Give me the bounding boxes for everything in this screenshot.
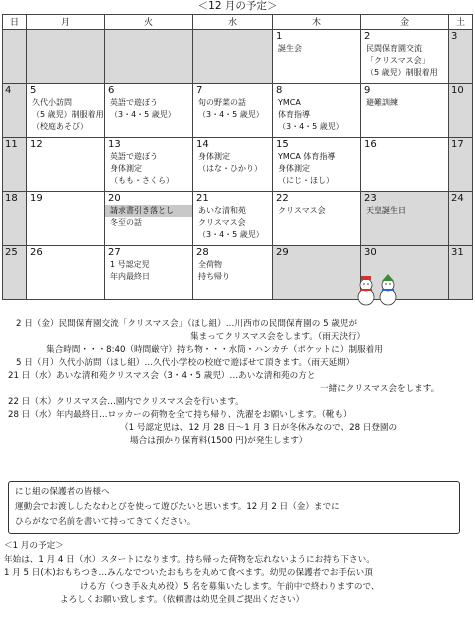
day-number: 4 xyxy=(5,85,12,96)
day-event: 旬の野菜の話 xyxy=(198,98,246,107)
calendar-day-cell xyxy=(3,246,27,300)
snowman-illustration xyxy=(352,273,402,307)
day-event: （校庭あそび） xyxy=(32,122,88,131)
calendar-day-cell xyxy=(27,138,105,192)
notice-box xyxy=(8,481,460,534)
day-number: 14 xyxy=(196,139,209,150)
day-number: 24 xyxy=(451,193,464,204)
calendar-day-cell xyxy=(193,30,273,84)
january-line: 年始は、1 月 4 日（水）スタートになります。持ち帰った荷物を忘れないようにお持ち下さい。 xyxy=(4,554,375,565)
calendar-day-cell xyxy=(273,192,361,246)
january-heading: ＜1 月の予定＞ xyxy=(4,541,64,551)
weekday-header-row xyxy=(3,15,473,30)
day-number: 22 xyxy=(276,193,289,204)
calendar-day-cell xyxy=(449,192,473,246)
day-event: （はな・ひかり） xyxy=(198,164,262,173)
note-line: 集合時間・・・8:40（時間厳守）持ち物・・・水筒・ハンカチ（ポケットに）制服着用 xyxy=(46,345,383,355)
day-number: 17 xyxy=(451,139,464,150)
calendar-day-cell xyxy=(3,30,27,84)
day-number: 19 xyxy=(30,193,43,204)
weekday-wed: 水 xyxy=(193,15,273,30)
notice-line: 運動会でお渡ししたなわとびを使って遊びたいと思います。12 月 2 日（金）までに xyxy=(15,502,340,512)
note-line: 一緒にクリスマス会をします。 xyxy=(320,384,440,394)
day-event: YMCA 体育指導 xyxy=(278,152,336,161)
day-event: あいな清和苑 xyxy=(198,206,246,215)
calendar-day-cell xyxy=(27,30,105,84)
calendar-table xyxy=(2,14,473,300)
day-number: 20 xyxy=(108,193,121,204)
january-line: 1 月 5 日(木)おもちつき…みんなでついたおもちを丸めて食べます。幼児の保護者でお手伝い頂 xyxy=(4,568,373,578)
note-line: 5 日（月）久代小訪問（ほし組）…久代小学校の校庭で遊ばせて頂きます。（雨天延期） xyxy=(16,358,355,368)
day-number: 5 xyxy=(30,85,37,96)
day-number: 3 xyxy=(451,31,458,42)
day-event: （にじ・ほし） xyxy=(278,176,334,185)
day-event: YMCA xyxy=(278,98,301,107)
january-schedule xyxy=(0,540,475,608)
calendar-day-cell xyxy=(449,84,473,138)
calendar-day-cell xyxy=(27,192,105,246)
calendar-week-row xyxy=(3,30,473,84)
note-line: 場合は預かり保育料(1500 円)が発生します） xyxy=(130,436,308,446)
note-line: 2 日（金）民間保育園交流「クリスマス会」（ほし組）…川西市の民間保育園の 5 歳児が xyxy=(16,319,358,329)
calendar-day-cell xyxy=(3,84,27,138)
weekday-fri: 金 xyxy=(361,15,449,30)
calendar-day-cell xyxy=(361,138,449,192)
calendar-day-cell xyxy=(449,30,473,84)
day-event: 民間保育園交流 xyxy=(366,44,422,53)
day-number: 21 xyxy=(196,193,209,204)
calendar-day-cell xyxy=(105,30,193,84)
day-event: クリスマス会 xyxy=(198,218,246,227)
calendar-day-cell xyxy=(27,84,105,138)
calendar-day-cell xyxy=(361,30,449,84)
day-event: 請求書引き落とし xyxy=(105,205,192,217)
day-number: 13 xyxy=(108,139,121,150)
note-line: （1 号認定児は、12 月 28 日〜1 月 3 日が冬休みなので、28 日登園の xyxy=(120,423,398,433)
calendar-day-cell xyxy=(105,84,193,138)
day-event: 身体測定 xyxy=(110,164,142,173)
calendar-day-cell xyxy=(105,246,193,300)
day-event: 誕生会 xyxy=(278,44,302,53)
calendar-day-cell xyxy=(449,138,473,192)
day-event: （3・4・5 歳児） xyxy=(198,230,264,239)
calendar-day-cell xyxy=(273,30,361,84)
calendar-day-cell xyxy=(3,192,27,246)
calendar-week-row xyxy=(3,246,473,300)
day-event: 英語で遊ぼう xyxy=(110,98,158,107)
day-number: 16 xyxy=(364,139,377,150)
day-number: 29 xyxy=(276,247,289,258)
day-number: 11 xyxy=(5,139,18,150)
day-event: （3・4・5 歳児） xyxy=(278,122,344,131)
day-number: 6 xyxy=(108,85,115,96)
calendar-day-cell xyxy=(361,192,449,246)
january-line: よろしくお願い致します。（依頼書は幼児全員ご提出ください） xyxy=(60,595,305,605)
day-number: 9 xyxy=(364,85,371,96)
day-event: 英語で遊ぼう xyxy=(110,152,158,161)
calendar-day-cell xyxy=(193,192,273,246)
calendar-day-cell xyxy=(105,138,193,192)
day-number: 2 xyxy=(364,31,371,42)
weekday-mon: 月 xyxy=(27,15,105,30)
calendar-day-cell xyxy=(193,138,273,192)
day-number: 23 xyxy=(364,193,377,204)
note-line: 22 日（木）クリスマス会…園内でクリスマス会を行います。 xyxy=(8,397,244,407)
weekday-tue: 火 xyxy=(105,15,193,30)
day-number: 7 xyxy=(196,85,203,96)
calendar-day-cell xyxy=(105,192,193,246)
calendar-body xyxy=(3,30,473,300)
note-line: 集まってクリスマス会をします。（雨天決行） xyxy=(190,332,366,342)
day-number: 1 xyxy=(276,31,283,42)
day-event: 久代小訪問 xyxy=(32,98,72,107)
weekday-sat: 土 xyxy=(449,15,473,30)
day-number: 12 xyxy=(30,139,43,150)
day-event: クリスマス会 xyxy=(278,206,326,215)
notice-heading: にじ組の保護者の皆様へ xyxy=(15,487,110,497)
day-event: 持ち帰り xyxy=(198,272,230,281)
calendar-day-cell xyxy=(193,84,273,138)
day-event: （3・4・5 歳児） xyxy=(110,110,176,119)
day-number: 31 xyxy=(451,247,464,258)
day-number: 28 xyxy=(196,247,209,258)
weekday-sun: 日 xyxy=(3,15,27,30)
day-event: （もも・さくら） xyxy=(110,176,174,185)
day-number: 27 xyxy=(108,247,121,258)
note-line: 28 日（水）年内最終日…ロッカーの荷物を全て持ち帰り、洗濯をお願いします。（靴も） xyxy=(8,410,352,420)
calendar-week-row xyxy=(3,84,473,138)
calendar-day-cell xyxy=(193,246,273,300)
day-event: 年内最終日 xyxy=(110,272,150,281)
calendar-day-cell xyxy=(361,84,449,138)
weekday-thu: 木 xyxy=(273,15,361,30)
calendar-day-cell xyxy=(449,246,473,300)
day-event: 天皇誕生日 xyxy=(366,206,406,215)
day-event: 「クリスマス会」 xyxy=(366,56,430,65)
calendar-day-cell xyxy=(27,246,105,300)
day-event: 身体測定 xyxy=(198,152,230,161)
day-number: 25 xyxy=(5,247,18,258)
day-event: 避難訓練 xyxy=(366,98,398,107)
day-event: （5 歳児）制服着用 xyxy=(32,110,104,119)
day-event: 全荷物 xyxy=(198,260,222,269)
calendar-day-cell xyxy=(3,138,27,192)
notice-line: ひらがなで名前を書いて持ってきてください。 xyxy=(15,517,196,527)
calendar-day-cell xyxy=(273,246,361,300)
january-line: ける方（つき手＆丸め役）5 名を募集いたします。午前中で終わりますので、 xyxy=(80,581,380,592)
day-event: 身体測定 xyxy=(278,164,310,173)
page-title: ＜12 月の予定＞ xyxy=(197,0,278,12)
day-event: 体育指導 xyxy=(278,110,310,119)
day-event: （5 歳児）制服着用 xyxy=(366,68,438,77)
day-number: 8 xyxy=(276,85,283,96)
calendar-day-cell xyxy=(273,84,361,138)
day-number: 15 xyxy=(276,139,289,150)
day-number: 10 xyxy=(451,85,464,96)
day-event: 1 号認定児 xyxy=(110,260,150,269)
note-line: 21 日（水）あいな清和苑クリスマス会（3・4・5 歳児）…あいな清和苑の方と xyxy=(8,371,316,381)
event-notes xyxy=(0,318,475,448)
calendar-week-row xyxy=(3,138,473,192)
calendar-week-row xyxy=(3,192,473,246)
day-event: （3・4・5 歳児） xyxy=(198,110,264,119)
day-number: 30 xyxy=(364,247,377,258)
day-event: 冬至の話 xyxy=(110,218,142,227)
day-number: 18 xyxy=(5,193,18,204)
day-number: 26 xyxy=(30,247,43,258)
calendar-day-cell xyxy=(273,138,361,192)
